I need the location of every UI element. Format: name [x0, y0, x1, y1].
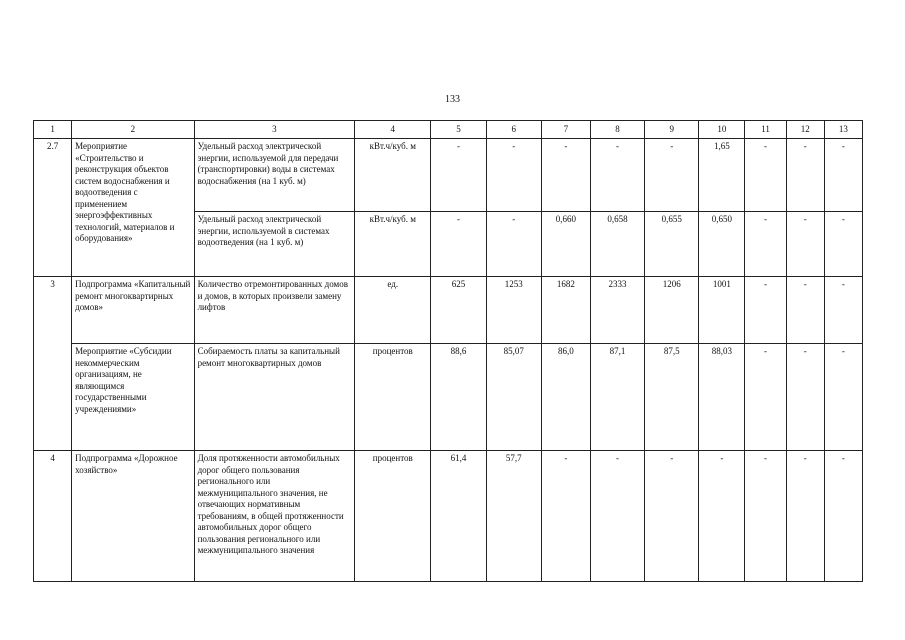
value-cell: 2333: [590, 277, 644, 344]
header-cell: 4: [355, 121, 431, 139]
value-cell: -: [745, 344, 786, 451]
section-number: 4: [34, 451, 72, 582]
value-cell: -: [824, 451, 862, 582]
table-row: [34, 139, 863, 212]
indicator-name: Собираемость платы за капитальный ремонт многоквартирных домов: [194, 344, 355, 451]
value-cell: -: [590, 451, 644, 582]
value-cell: -: [786, 451, 824, 582]
indicator-name: Удельный расход электрической энергии, используемой для передачи (транспортировки) воды в системах водоснабжения (на 1 куб. м): [194, 139, 355, 212]
event-name: Подпрограмма «Дорожное хозяйство»: [72, 451, 194, 582]
header-cell: 1: [34, 121, 72, 139]
value-cell: -: [541, 139, 590, 212]
value-cell: -: [824, 212, 862, 277]
value-cell: -: [590, 139, 644, 212]
header-cell: 2: [72, 121, 194, 139]
value-cell: -: [786, 212, 824, 277]
value-cell: 87,1: [590, 344, 644, 451]
unit-cell: процентов: [355, 344, 431, 451]
value-cell: 0,660: [541, 212, 590, 277]
header-cell: 8: [590, 121, 644, 139]
event-name: Мероприятие «Строительство и реконструкция объектов систем водоснабжения и водоотведения с применением энергоэффективных технологий, материалов и оборудования»: [72, 139, 194, 277]
value-cell: -: [486, 139, 541, 212]
table-row: [34, 277, 863, 344]
value-cell: -: [745, 139, 786, 212]
value-cell: -: [645, 451, 699, 582]
value-cell: -: [786, 139, 824, 212]
value-cell: -: [786, 277, 824, 344]
value-cell: 85,07: [486, 344, 541, 451]
value-cell: 1682: [541, 277, 590, 344]
header-cell: 5: [431, 121, 486, 139]
value-cell: 625: [431, 277, 486, 344]
indicator-name: Количество отремонтированных домов и домов, в которых произвели замену лифтов: [194, 277, 355, 344]
value-cell: 87,5: [645, 344, 699, 451]
table-header-row: [34, 121, 863, 139]
value-cell: 61,4: [431, 451, 486, 582]
unit-cell: кВт.ч/куб. м: [355, 212, 431, 277]
value-cell: -: [745, 212, 786, 277]
value-cell: -: [645, 139, 699, 212]
value-cell: 86,0: [541, 344, 590, 451]
event-name: Подпрограмма «Капитальный ремонт многоквартирных домов»: [72, 277, 194, 344]
value-cell: -: [745, 277, 786, 344]
table-row: [34, 344, 863, 451]
value-cell: -: [486, 212, 541, 277]
value-cell: -: [745, 451, 786, 582]
unit-cell: процентов: [355, 451, 431, 582]
header-cell: 7: [541, 121, 590, 139]
value-cell: -: [541, 451, 590, 582]
value-cell: 88,03: [699, 344, 745, 451]
value-cell: 57,7: [486, 451, 541, 582]
header-cell: 10: [699, 121, 745, 139]
value-cell: 1001: [699, 277, 745, 344]
value-cell: -: [824, 139, 862, 212]
header-cell: 3: [194, 121, 355, 139]
value-cell: 1253: [486, 277, 541, 344]
section-number: 2.7: [34, 139, 72, 277]
header-cell: 12: [786, 121, 824, 139]
value-cell: -: [699, 451, 745, 582]
value-cell: -: [431, 212, 486, 277]
value-cell: 0,650: [699, 212, 745, 277]
indicator-name: Удельный расход электрической энергии, используемой в системах водоотведения (на 1 куб. м): [194, 212, 355, 277]
value-cell: -: [431, 139, 486, 212]
table-row: [34, 451, 863, 582]
value-cell: -: [824, 344, 862, 451]
header-cell: 13: [824, 121, 862, 139]
page-number: 133: [445, 94, 460, 105]
unit-cell: ед.: [355, 277, 431, 344]
indicators-table: [33, 120, 863, 582]
header-cell: 9: [645, 121, 699, 139]
value-cell: 0,658: [590, 212, 644, 277]
event-name: Мероприятие «Субсидии некоммерческим организациям, не являющимся государственными учреждениями»: [72, 344, 194, 451]
value-cell: -: [824, 277, 862, 344]
section-number: 3: [34, 277, 72, 451]
value-cell: -: [786, 344, 824, 451]
indicator-name: Доля протяженности автомобильных дорог общего пользования регионального или межмуниципального значения, не отвечающих нормативным требованиям, в общей протяженности автомобильных дорог общего пользования регионального или межмуниципального значения: [194, 451, 355, 582]
header-cell: 6: [486, 121, 541, 139]
unit-cell: кВт.ч/куб. м: [355, 139, 431, 212]
header-cell: 11: [745, 121, 786, 139]
value-cell: 88,6: [431, 344, 486, 451]
value-cell: 0,655: [645, 212, 699, 277]
value-cell: 1,65: [699, 139, 745, 212]
value-cell: 1206: [645, 277, 699, 344]
